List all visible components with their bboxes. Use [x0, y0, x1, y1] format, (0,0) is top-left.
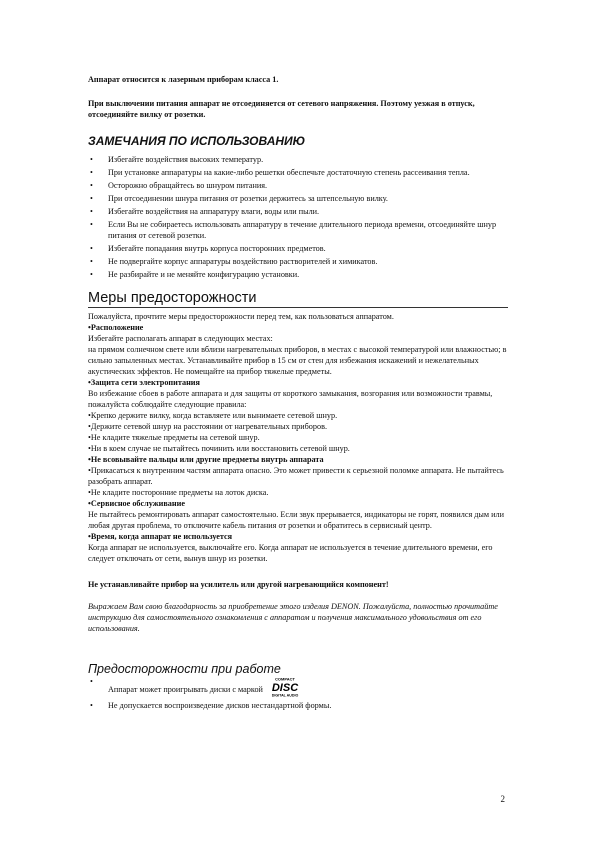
location-text-2: на прямом солнечном свете или вблизи нагревательных приборов, в местах с высокой температурой или влажностью; в сильно запыленных местах. Устанавливайте прибор в 15 см от стен для избежания искажений и нежелательных акустических эффектов. Не помещайте на прибор тяжелые предметы. [88, 345, 507, 376]
location-text-1: Избегайте располагать аппарат в следующих местах: [88, 334, 273, 343]
bullet-icon: • [90, 257, 93, 266]
power-disconnect-warning: При выключении питания аппарат не отсоединяется от сетевого напряжения. Поэтому уезжая в отпуск, отсоединяйте вилку от розетки. [88, 99, 475, 119]
power-protection-title: •Защита сети электропитания [88, 378, 200, 387]
list-item: • Избегайте воздействия высоких температур. [90, 155, 264, 164]
service-title: •Сервисное обслуживание [88, 499, 185, 508]
document-page [88, 70, 508, 713]
power-rule: •Не кладите тяжелые предметы на сетевой шнур. [88, 433, 260, 442]
list-item: • Не разбирайте и не меняйте конфигурацию установки. [90, 270, 300, 279]
operation-list [88, 676, 508, 711]
precautions-heading: Меры предосторожности [88, 290, 508, 308]
page-number: 2 [500, 794, 505, 804]
list-item: • Не подвергайте корпус аппаратуры воздействию растворителей и химикатов. [90, 257, 378, 266]
list-item: • Осторожно обращайтесь во шнуром питания. [90, 181, 268, 190]
bullet-icon: • [90, 194, 93, 203]
power-rule: •Держите сетевой шнур на расстоянии от нагревательных приборов. [88, 422, 327, 431]
bullet-icon: • [90, 244, 93, 253]
bullet-icon: • [90, 207, 93, 216]
laser-class-warning: Аппарат относится к лазерным приборам класса 1. [88, 75, 279, 84]
location-title: •Расположение [88, 323, 144, 332]
bullet-icon: • [90, 701, 93, 710]
usage-notes-list [88, 154, 508, 280]
thanks-note: Выражаем Вам свою благодарность за приобретение этого изделия DENON. Пожалуйста, полностью прочитайте инструкцию для самостоятельного ознакомления с аппаратом и получения максимального удовольствия от его использования. [88, 602, 498, 633]
service-text: Не пытайтесь ремонтировать аппарат самостоятельно. Если звук прерывается, индикаторы не горят, появился дым или любая другая проблема, то отключите кабель питания от розетки и обратитесь в сервисный центр. [88, 510, 505, 530]
bullet-icon: • [90, 677, 93, 686]
usage-notes-heading: ЗАМЕЧАНИЯ ПО ИСПОЛЬЗОВАНИЮ [88, 134, 306, 148]
bullet-icon: • [90, 181, 93, 190]
fingers-title: •Не всовывайте пальцы или другие предметы внутрь аппарата [88, 455, 324, 464]
bullet-icon: • [90, 168, 93, 177]
list-item: • Не допускается воспроизведение дисков нестандартной формы. [90, 701, 332, 710]
bullet-icon: • [90, 155, 93, 164]
operation-heading: Предосторожности при работе [88, 662, 281, 676]
bullet-icon: • [90, 270, 93, 279]
list-item: • При установке аппаратуры на какие-либо решетки обеспечьте достаточную степень рассеивания тепла. [90, 168, 470, 177]
svg-text:COMPACT: COMPACT [275, 676, 295, 682]
svg-text:DIGITAL AUDIO: DIGITAL AUDIO [271, 693, 299, 698]
bullet-icon: • [90, 220, 93, 229]
fingers-rule: •Прикасаться к внутренним частям аппарата опасно. Это может привести к серьезной поломке аппарата. Не пытайтесь разобрать аппарат. [88, 466, 504, 486]
list-item: • Если Вы не собираетесь использовать аппаратуру в течение длительного периода времени, отсоединяйте шнур питания от сетевой розетки. [90, 220, 497, 240]
unused-text: Когда аппарат не используется, выключайте его. Когда аппарат не используется в течение длительного времени, его следует отключать от сети, вынув шнур из розетки. [88, 543, 493, 563]
power-rule: •Крепко держите вилку, когда вставляете или вынимаете сетевой шнур. [88, 411, 338, 420]
amplifier-warning: Не устанавливайте прибор на усилитель или другой нагревающийся компонент! [88, 580, 389, 589]
unused-title: •Время, когда аппарат не используется [88, 532, 233, 541]
list-item: • При отсоединении шнура питания от розетки держитесь за штепсельную вилку. [90, 194, 388, 203]
compact-disc-logo-icon [267, 676, 303, 698]
list-item: • Аппарат может проигрывать диски с маркой COMPACT DISC DIGITAL AUDIO [88, 676, 508, 698]
precautions-intro: Пожалуйста, прочтите меры предосторожности перед тем, как пользоваться аппаратом. [88, 312, 394, 321]
svg-text:DISC: DISC [271, 682, 299, 694]
power-protection-text: Во избежание сбоев в работе аппарата и для защиты от короткого замыкания, возгорания или возможности травмы, пожалуйста соблюдайте следующие правила: [88, 389, 493, 409]
fingers-rule: •Не кладите посторонние предметы на лоток диска. [88, 488, 269, 497]
power-rule: •Ни в коем случае не пытайтесь починить или восстановить сетевой шнур. [88, 444, 350, 453]
list-item: • Избегайте попадания внутрь корпуса посторонних предметов. [90, 244, 326, 253]
list-item: • Избегайте воздействия на аппаратуру влаги, воды или пыли. [90, 207, 320, 216]
